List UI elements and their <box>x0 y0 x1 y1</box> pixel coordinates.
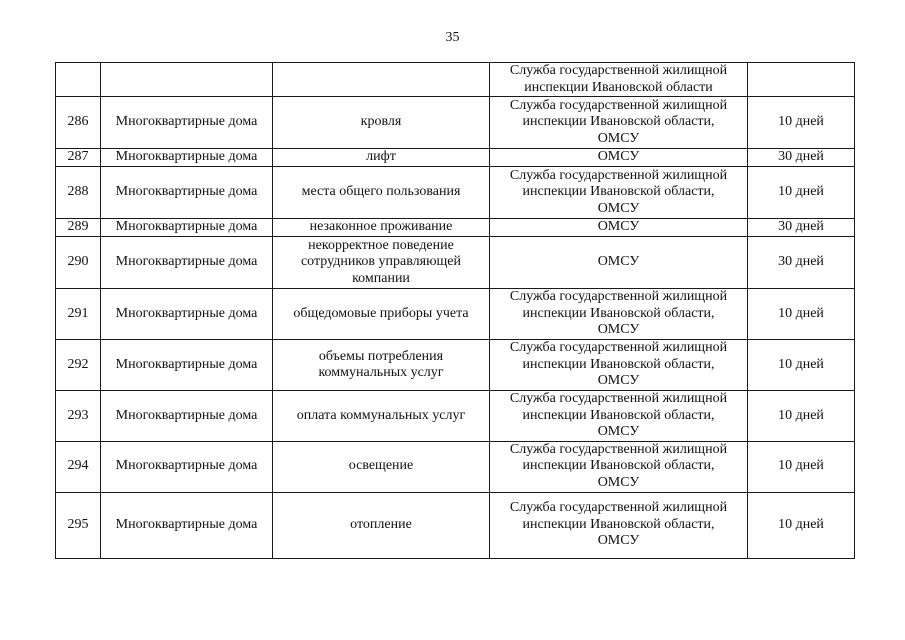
cell-category: Многоквартирные дома <box>101 340 273 391</box>
table-row <box>56 149 855 167</box>
cell-authority: ОМСУ <box>490 219 748 237</box>
cell-category: Многоквартирные дома <box>101 167 273 219</box>
cell-number: 294 <box>56 441 101 492</box>
cell-number: 286 <box>56 97 101 149</box>
cell-term: 10 дней <box>748 167 855 219</box>
cell-term <box>748 63 855 97</box>
cell-term: 10 дней <box>748 340 855 391</box>
cell-authority: Служба государственной жилищной инспекции Ивановской области, ОМСУ <box>490 289 748 340</box>
cell-number <box>56 63 101 97</box>
cell-authority: Служба государственной жилищной инспекции Ивановской области <box>490 63 748 97</box>
cell-topic: кровля <box>273 97 490 149</box>
cell-number: 287 <box>56 149 101 167</box>
table-row <box>56 441 855 492</box>
table-row <box>56 340 855 391</box>
table-row <box>56 167 855 219</box>
cell-category <box>101 63 273 97</box>
cell-number: 292 <box>56 340 101 391</box>
cell-term: 10 дней <box>748 97 855 149</box>
cell-category: Многоквартирные дома <box>101 492 273 558</box>
cell-authority: Служба государственной жилищной инспекции Ивановской области, ОМСУ <box>490 97 748 149</box>
cell-topic: некорректное поведение сотрудников управляющей компании <box>273 237 490 289</box>
cell-topic: объемы потребления коммунальных услуг <box>273 340 490 391</box>
cell-category: Многоквартирные дома <box>101 237 273 289</box>
cell-term: 30 дней <box>748 149 855 167</box>
cell-topic: лифт <box>273 149 490 167</box>
cell-topic: общедомовые приборы учета <box>273 289 490 340</box>
table-row <box>56 289 855 340</box>
cell-number: 290 <box>56 237 101 289</box>
cell-term: 10 дней <box>748 441 855 492</box>
cell-authority: Служба государственной жилищной инспекции Ивановской области, ОМСУ <box>490 441 748 492</box>
table-row <box>56 391 855 442</box>
table-row <box>56 219 855 237</box>
cell-topic: отопление <box>273 492 490 558</box>
cell-authority: Служба государственной жилищной инспекции Ивановской области, ОМСУ <box>490 167 748 219</box>
cell-number: 295 <box>56 492 101 558</box>
cell-term: 10 дней <box>748 492 855 558</box>
cell-category: Многоквартирные дома <box>101 391 273 442</box>
cell-term: 30 дней <box>748 219 855 237</box>
cell-term: 10 дней <box>748 289 855 340</box>
table-row <box>56 97 855 149</box>
data-table <box>55 62 855 559</box>
cell-topic: незаконное проживание <box>273 219 490 237</box>
cell-topic: места общего пользования <box>273 167 490 219</box>
cell-number: 293 <box>56 391 101 442</box>
cell-category: Многоквартирные дома <box>101 97 273 149</box>
cell-topic <box>273 63 490 97</box>
table-row <box>56 492 855 558</box>
cell-topic: освещение <box>273 441 490 492</box>
cell-term: 30 дней <box>748 237 855 289</box>
cell-category: Многоквартирные дома <box>101 219 273 237</box>
cell-authority: Служба государственной жилищной инспекции Ивановской области, ОМСУ <box>490 340 748 391</box>
cell-topic: оплата коммунальных услуг <box>273 391 490 442</box>
cell-authority: Служба государственной жилищной инспекции Ивановской области, ОМСУ <box>490 492 748 558</box>
cell-number: 291 <box>56 289 101 340</box>
cell-authority: Служба государственной жилищной инспекции Ивановской области, ОМСУ <box>490 391 748 442</box>
table-row <box>56 237 855 289</box>
cell-number: 288 <box>56 167 101 219</box>
cell-category: Многоквартирные дома <box>101 441 273 492</box>
cell-term: 10 дней <box>748 391 855 442</box>
page-number: 35 <box>445 30 460 45</box>
cell-number: 289 <box>56 219 101 237</box>
cell-authority: ОМСУ <box>490 149 748 167</box>
cell-category: Многоквартирные дома <box>101 289 273 340</box>
table-row <box>56 63 855 97</box>
cell-category: Многоквартирные дома <box>101 149 273 167</box>
cell-authority: ОМСУ <box>490 237 748 289</box>
